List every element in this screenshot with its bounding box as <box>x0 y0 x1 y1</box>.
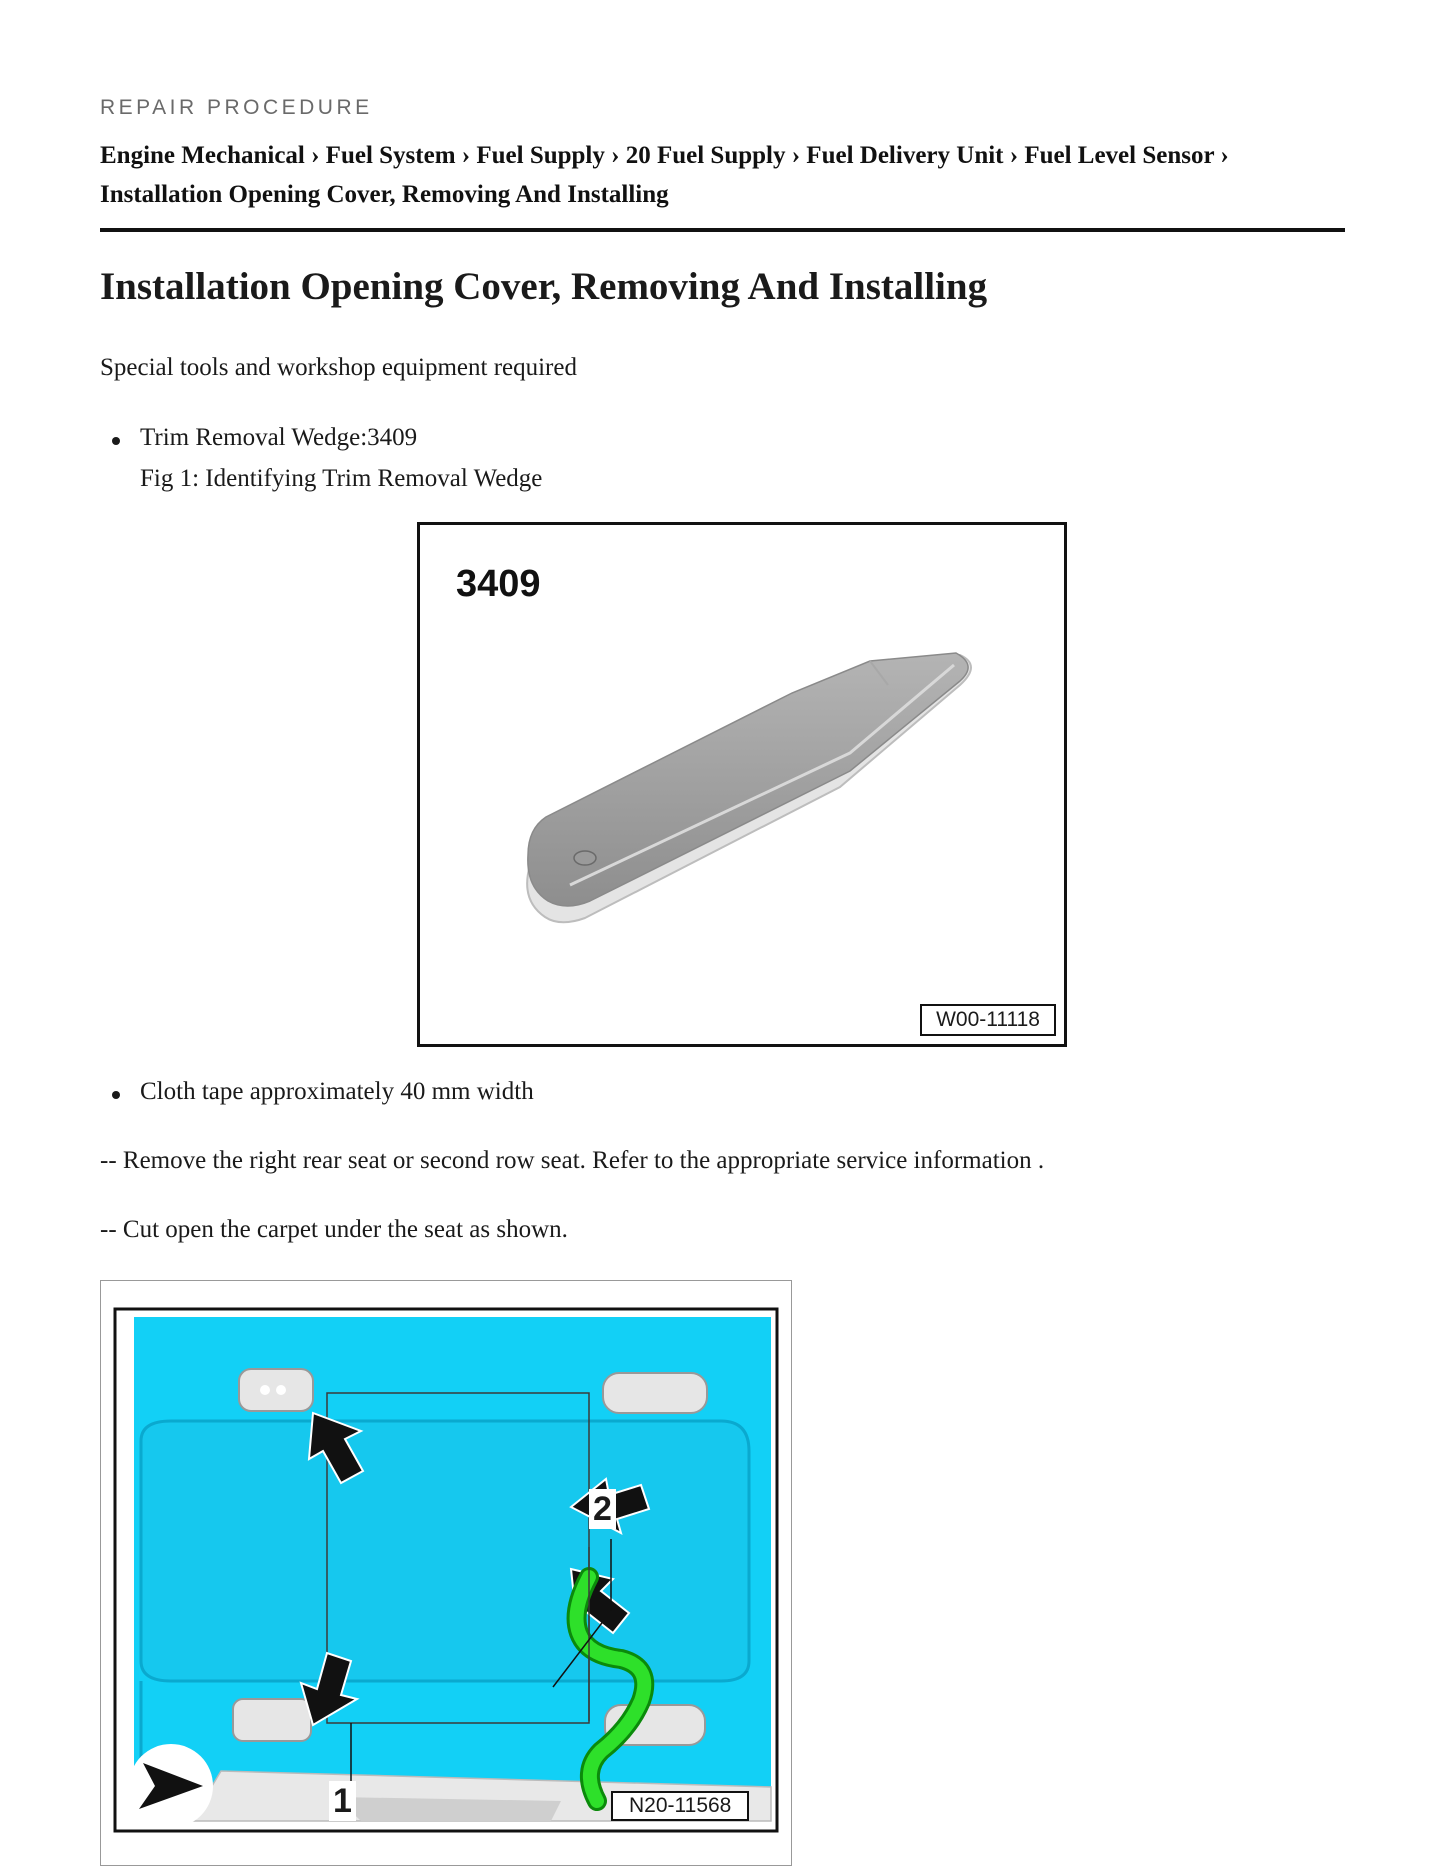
tool-item-cloth-tape: Cloth tape approximately 40 mm width <box>140 1078 534 1105</box>
step-cut-carpet: -- Cut open the carpet under the seat as shown. <box>100 1216 568 1243</box>
bullet-marker <box>112 1091 120 1099</box>
intro-text: Special tools and workshop equipment required <box>100 354 577 381</box>
bullet-marker <box>112 437 120 445</box>
tool-number-label: 3409 <box>456 563 541 605</box>
breadcrumb-line-2[interactable]: Installation Opening Cover, Removing And Installing <box>100 181 669 208</box>
breadcrumb-line-1[interactable]: Engine Mechanical › Fuel System › Fuel Supply › 20 Fuel Supply › Fuel Delivery Unit › Fuel Level Sensor › <box>100 142 1229 169</box>
figure-1-caption: Fig 1: Identifying Trim Removal Wedge <box>140 465 543 492</box>
section-kicker: REPAIR PROCEDURE <box>100 96 373 119</box>
header-divider <box>100 228 1345 232</box>
callout-1: 1 <box>329 1781 356 1821</box>
figure-1-reference: W00-11118 <box>920 1004 1056 1036</box>
step-remove-seat: -- Remove the right rear seat or second row seat. Refer to the appropriate service information . <box>100 1147 1045 1174</box>
figure-1-trim-wedge <box>417 522 1067 1047</box>
figure-2-carpet-cut <box>100 1280 792 1866</box>
callout-2: 2 <box>589 1489 616 1529</box>
figure-2-reference: N20-11568 <box>611 1791 749 1821</box>
page-title: Installation Opening Cover, Removing And Installing <box>100 265 988 308</box>
tool-item-wedge: Trim Removal Wedge:3409 <box>140 424 418 451</box>
carpet-cut-illustration <box>101 1281 791 1865</box>
breadcrumb <box>100 136 1345 214</box>
